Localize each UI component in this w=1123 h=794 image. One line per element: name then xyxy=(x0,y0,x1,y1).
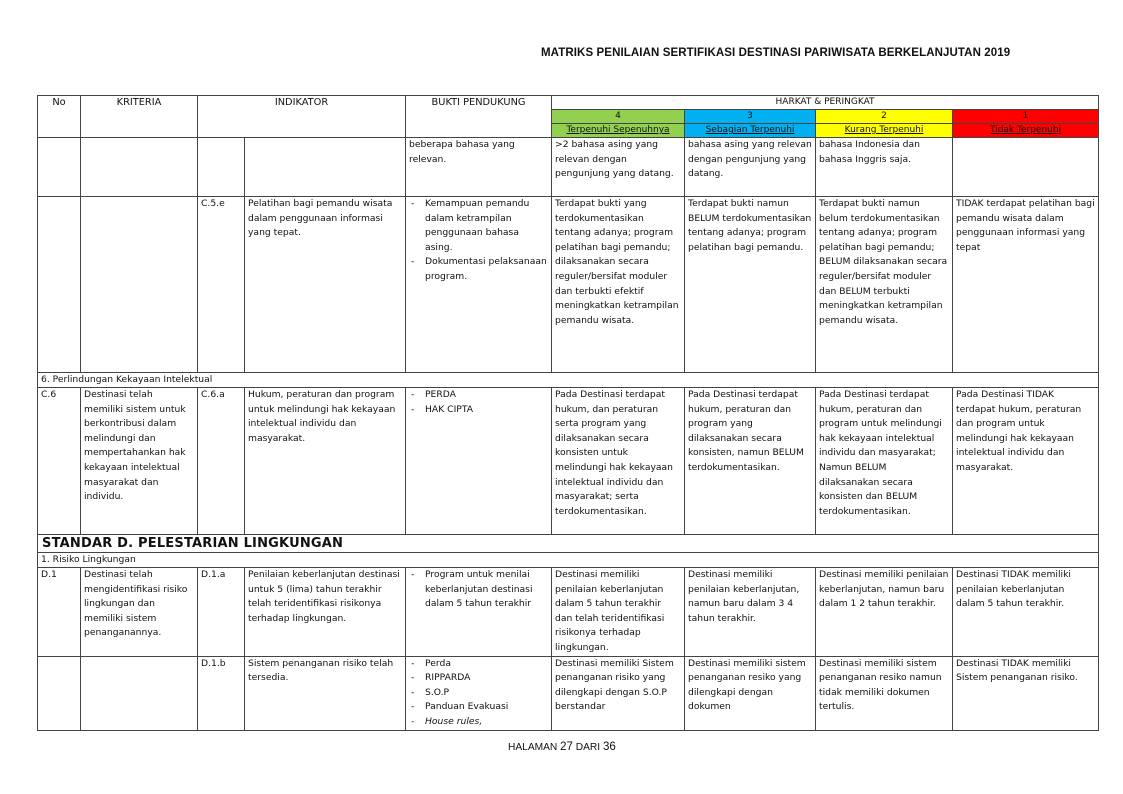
list-item: - S.O.P xyxy=(409,686,548,701)
cell-level-2: Terdapat bukti namun belum terdokumentasikan tentang adanya; program pelatihan bagi pemandu; BELUM dilaksanakan secara reguler/bersifat moduler dan BELUM terbukti meningkatkan ketrampilan pemandu wisata. xyxy=(816,197,953,373)
cell-level-2: Destinasi memiliki penilaian keberlanjutan, namun baru dalam 1 2 tahun terakhir. xyxy=(816,568,953,657)
header-indikator: INDIKATOR xyxy=(198,96,406,138)
footer-total-pages: 36 xyxy=(602,741,616,753)
level-2-label: Kurang Terpenuhi xyxy=(816,124,953,138)
list-item: - Panduan Evakuasi xyxy=(409,700,548,715)
section-heading: 1. Risiko Lingkungan xyxy=(38,553,1099,568)
cell-code xyxy=(198,138,245,197)
cell-bukti xyxy=(406,656,552,730)
list-item: - Perda xyxy=(409,657,548,672)
level-1-number: 1 xyxy=(953,110,1099,124)
table-row xyxy=(38,197,1099,373)
list-item: - Program untuk menilai keberlanjutan destinasi dalam 5 tahun terakhir xyxy=(409,568,548,612)
list-item: - House rules, xyxy=(409,715,548,730)
cell-bukti xyxy=(406,388,552,535)
level-4-label: Terpenuhi Sepenuhnya xyxy=(552,124,685,138)
bukti-list xyxy=(409,657,548,730)
cell-level-2: Pada Destinasi terdapat hukum, peraturan dan program untuk melindungi hak kekayaan intelektual individu dan masyarakat; Namun BELUM dilaksanakan secara konsisten dan BELUM terdokumentasikan. xyxy=(816,388,953,535)
footer-prefix: HALAMAN xyxy=(508,742,558,753)
table-row xyxy=(38,388,1099,535)
header-kriteria: KRITERIA xyxy=(81,96,198,138)
table-row xyxy=(38,568,1099,657)
cell-indikator: Sistem penanganan risiko telah tersedia. xyxy=(245,656,406,730)
cell-indikator xyxy=(245,138,406,197)
level-3-label: Sebagian Terpenuhi xyxy=(685,124,816,138)
level-3-number: 3 xyxy=(685,110,816,124)
cell-level-1: TIDAK terdapat pelatihan bagi pemandu wisata dalam penggunaan informasi yang tepat xyxy=(953,197,1099,373)
cell-code: D.1.b xyxy=(198,656,245,730)
document-title: MATRIKS PENILAIAN SERTIFIKASI DESTINASI PARIWISATA BERKELANJUTAN 2019 xyxy=(541,47,1011,59)
bukti-list xyxy=(409,197,548,285)
cell-bukti xyxy=(406,197,552,373)
cell-code: C.6.a xyxy=(198,388,245,535)
header-bukti-pendukung: BUKTI PENDUKUNG xyxy=(406,96,552,138)
cell-level-3: Pada Destinasi terdapat hukum, peraturan dan program yang dilaksanakan secara konsisten, namun BELUM terdokumentasikan. xyxy=(685,388,816,535)
footer-page-number: 27 xyxy=(560,741,573,753)
cell-level-1: Pada Destinasi TIDAK terdapat hukum, peraturan dan program untuk melindungi hak kekayaan intelektual individu dan masyarakat. xyxy=(953,388,1099,535)
cell-level-4: Destinasi memiliki Sistem penanganan risiko yang dilengkapi dengan S.O.P berstandar xyxy=(552,656,685,730)
cell-no: D.1 xyxy=(38,568,81,657)
cell-bukti xyxy=(406,568,552,657)
header-no: No xyxy=(38,96,81,138)
list-item: - RIPPARDA xyxy=(409,671,548,686)
list-item: - HAK CIPTA xyxy=(409,403,548,418)
cell-kriteria xyxy=(81,197,198,373)
header-harkat-peringkat: HARKAT & PERINGKAT xyxy=(552,96,1099,110)
cell-no xyxy=(38,656,81,730)
cell-code: D.1.a xyxy=(198,568,245,657)
list-item: - Dokumentasi pelaksanaan program. xyxy=(409,255,548,284)
cell-kriteria xyxy=(81,656,198,730)
level-1-label: Tidak Terpenuhi xyxy=(953,124,1099,138)
footer-mid: DARI xyxy=(575,742,601,753)
cell-kriteria xyxy=(81,138,198,197)
cell-level-3: bahasa asing yang relevan dengan pengunjung yang datang. xyxy=(685,138,816,197)
standard-heading: STANDAR D. PELESTARIAN LINGKUNGAN xyxy=(38,535,1099,553)
standard-row xyxy=(38,535,1099,553)
page-footer xyxy=(508,741,616,753)
cell-level-3: Destinasi memiliki sistem penanganan resiko yang dilengkapi dengan dokumen xyxy=(685,656,816,730)
cell-level-2: bahasa Indonesia dan bahasa Inggris saja. xyxy=(816,138,953,197)
list-item: - PERDA xyxy=(409,388,548,403)
cell-level-1: Destinasi TIDAK memiliki Sistem penanganan risiko. xyxy=(953,656,1099,730)
cell-no: C.6 xyxy=(38,388,81,535)
cell-level-3: Destinasi memiliki penilaian keberlanjutan, namun baru dalam 3 4 tahun terakhir. xyxy=(685,568,816,657)
assessment-matrix-table xyxy=(37,95,1099,731)
cell-indikator: Pelatihan bagi pemandu wisata dalam penggunaan informasi yang tepat. xyxy=(245,197,406,373)
cell-level-4: Terdapat bukti yang terdokumentasikan tentang adanya; program pelatihan bagi pemandu; dilaksanakan secara reguler/bersifat moduler dan terbukti efektif meningkatkan ketrampilan pemandu wisata. xyxy=(552,197,685,373)
list-item: - Kemampuan pemandu dalam ketrampilan penggunaan bahasa asing. xyxy=(409,197,548,255)
cell-level-4: Pada Destinasi terdapat hukum, dan peraturan serta program yang dilaksanakan secara konsisten untuk melindungi hak kekayaan intelektual individu dan masyarakat; serta terdokumentasikan. xyxy=(552,388,685,535)
section-heading: 6. Perlindungan Kekayaan Intelektual xyxy=(38,373,1099,388)
level-2-number: 2 xyxy=(816,110,953,124)
cell-no xyxy=(38,138,81,197)
level-4-number: 4 xyxy=(552,110,685,124)
cell-no xyxy=(38,197,81,373)
cell-code: C.5.e xyxy=(198,197,245,373)
table-row xyxy=(38,656,1099,730)
section-row xyxy=(38,373,1099,388)
cell-indikator: Hukum, peraturan dan program untuk melindungi hak kekayaan intelektual individu dan masyarakat. xyxy=(245,388,406,535)
cell-level-4: Destinasi memiliki penilaian keberlanjutan dalam 5 tahun terakhir dan telah teridentifikasi risikonya terhadap lingkungan. xyxy=(552,568,685,657)
section-row xyxy=(38,553,1099,568)
cell-level-4: >2 bahasa asing yang relevan dengan pengunjung yang datang. xyxy=(552,138,685,197)
cell-level-2: Destinasi memiliki sistem penanganan resiko namun tidak memiliki dokumen tertulis. xyxy=(816,656,953,730)
cell-bukti: beberapa bahasa yang relevan. xyxy=(406,138,552,197)
cell-kriteria: Destinasi telah mengidentifikasi risiko lingkungan dan memiliki sistem penanganannya. xyxy=(81,568,198,657)
cell-level-1: Destinasi TIDAK memiliki penilaian keberlanjutan dalam 5 tahun terakhir. xyxy=(953,568,1099,657)
cell-indikator: Penilaian keberlanjutan destinasi untuk 5 (lima) tahun terakhir telah teridentifikasi risikonya terhadap lingkungan. xyxy=(245,568,406,657)
bukti-list xyxy=(409,388,548,417)
cell-kriteria: Destinasi telah memiliki sistem untuk berkontribusi dalam melindungi dan mempertahankan hak kekayaan intelektual masyarakat dan individu. xyxy=(81,388,198,535)
table-row xyxy=(38,138,1099,197)
cell-level-1 xyxy=(953,138,1099,197)
header-row xyxy=(38,96,1099,110)
cell-level-3: Terdapat bukti namun BELUM terdokumentasikan tentang adanya; program pelatihan bagi pemandu. xyxy=(685,197,816,373)
bukti-list xyxy=(409,568,548,612)
